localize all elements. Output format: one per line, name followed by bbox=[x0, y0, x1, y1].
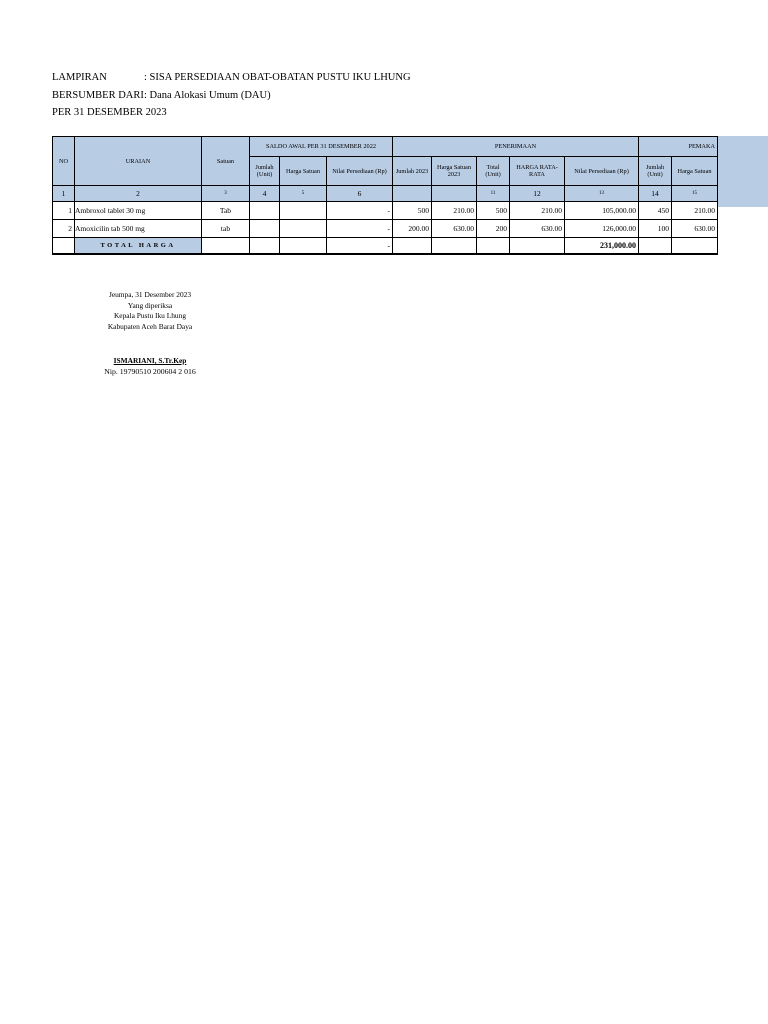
total-blank bbox=[250, 238, 280, 255]
row-uraian: Amoxicilin tab 500 mg bbox=[75, 220, 202, 238]
signature-line-3: Kabupaten Aceh Barat Daya bbox=[107, 321, 193, 331]
total-row bbox=[53, 238, 718, 255]
col-number: 6 bbox=[327, 186, 393, 202]
document-header bbox=[52, 69, 411, 122]
cut-off-header-fill bbox=[717, 136, 768, 207]
lampiran-value: : SISA PERSEDIAAN OBAT-OBATAN PUSTU IKU LHUNG bbox=[144, 72, 411, 83]
row-p-nilai: 126,000.00 bbox=[565, 220, 639, 238]
col-number bbox=[393, 186, 432, 202]
total-blank bbox=[53, 238, 75, 255]
total-blank bbox=[639, 238, 672, 255]
row-p-total: 200 bbox=[477, 220, 510, 238]
row-p-harga: 630.00 bbox=[432, 220, 477, 238]
period-text: PER 31 DESEMBER 2023 bbox=[52, 107, 167, 118]
row-no: 1 bbox=[53, 202, 75, 220]
total-blank bbox=[280, 238, 327, 255]
signature-line-2: Kepala Pustu Iku Lhung bbox=[113, 311, 187, 320]
total-p-nilai: 231,000.00 bbox=[565, 238, 639, 255]
column-number-row bbox=[53, 186, 718, 202]
header-row-1 bbox=[53, 137, 718, 157]
table-row bbox=[53, 202, 718, 220]
row-sa-harga bbox=[280, 202, 327, 220]
k-harga-header: Harga Satuan bbox=[672, 157, 718, 186]
col-uraian-header: URAIAN bbox=[75, 137, 202, 186]
row-sa-jumlah bbox=[250, 202, 280, 220]
total-blank bbox=[672, 238, 718, 255]
col-number bbox=[432, 186, 477, 202]
p-jumlah-header: Jumlah 2023 bbox=[393, 157, 432, 186]
row-uraian: Ambroxol tablet 30 mg bbox=[75, 202, 202, 220]
row-sa-harga bbox=[280, 220, 327, 238]
signature-gap bbox=[92, 332, 208, 356]
row-p-total: 500 bbox=[477, 202, 510, 220]
total-blank bbox=[202, 238, 250, 255]
saldo-awal-header: SALDO AWAL PER 31 DESEMBER 2022 bbox=[250, 137, 393, 157]
col-number: 4 bbox=[250, 186, 280, 202]
row-k-jumlah: 100 bbox=[639, 220, 672, 238]
col-number: 1 bbox=[53, 186, 75, 202]
inventory-table bbox=[52, 136, 718, 255]
row-p-nilai: 105,000.00 bbox=[565, 202, 639, 220]
p-nilai-header: Nilai Persediaan (Rp) bbox=[565, 157, 639, 186]
sa-harga-header: Harga Satuan bbox=[280, 157, 327, 186]
col-number: 14 bbox=[639, 186, 672, 202]
sa-jumlah-header: Jumlah (Unit) bbox=[250, 157, 280, 186]
row-sa-nilai: - bbox=[327, 220, 393, 238]
pemakaian-header: PEMAKA bbox=[639, 137, 718, 157]
row-satuan: Tab bbox=[202, 202, 250, 220]
col-number: 3 bbox=[202, 186, 250, 202]
table-row bbox=[53, 220, 718, 238]
row-p-rata: 210.00 bbox=[510, 202, 565, 220]
sa-nilai-header: Nilai Persediaan (Rp) bbox=[327, 157, 393, 186]
sumber-row bbox=[52, 87, 411, 105]
sumber-label: BERSUMBER DARI bbox=[52, 89, 144, 101]
col-number: 12 bbox=[510, 186, 565, 202]
total-blank bbox=[510, 238, 565, 255]
total-blank bbox=[393, 238, 432, 255]
row-p-harga: 210.00 bbox=[432, 202, 477, 220]
row-p-rata: 630.00 bbox=[510, 220, 565, 238]
row-k-harga: 210.00 bbox=[672, 202, 718, 220]
row-sa-jumlah bbox=[250, 220, 280, 238]
total-blank bbox=[477, 238, 510, 255]
k-jumlah-header: Jumlah (Unit) bbox=[639, 157, 672, 186]
signatory-name: ISMARIANI, S.Tr.Kep bbox=[113, 356, 187, 365]
signature-block bbox=[92, 290, 208, 377]
row-p-jumlah: 500 bbox=[393, 202, 432, 220]
p-total-header: Total (Unit) bbox=[477, 157, 510, 186]
sumber-value: : Dana Alokasi Umum (DAU) bbox=[144, 89, 271, 101]
row-k-harga: 630.00 bbox=[672, 220, 718, 238]
col-number: 5 bbox=[280, 186, 327, 202]
signature-line-1: Yang diperiksa bbox=[127, 300, 173, 310]
row-satuan: tab bbox=[202, 220, 250, 238]
p-rata-header: HARGA RATA-RATA bbox=[510, 157, 565, 186]
total-label: TOTAL HARGA bbox=[75, 238, 202, 255]
signature-place-date: Jeumpa, 31 Desember 2023 bbox=[108, 290, 192, 299]
total-sa-nilai: - bbox=[327, 238, 393, 255]
col-number: 11 bbox=[477, 186, 510, 202]
lampiran-row bbox=[52, 69, 411, 87]
signatory-nip: Nip. 19790510 200604 2 016 bbox=[104, 366, 196, 376]
col-number: 13 bbox=[565, 186, 639, 202]
row-no: 2 bbox=[53, 220, 75, 238]
col-no-header: NO bbox=[53, 137, 75, 186]
p-harga-header: Harga Satuan 2023 bbox=[432, 157, 477, 186]
row-p-jumlah: 200.00 bbox=[393, 220, 432, 238]
row-sa-nilai: - bbox=[327, 202, 393, 220]
total-blank bbox=[432, 238, 477, 255]
row-k-jumlah: 450 bbox=[639, 202, 672, 220]
col-satuan-header: Satuan bbox=[202, 137, 250, 186]
col-number: 15 bbox=[672, 186, 718, 202]
penerimaan-header: PENERIMAAN bbox=[393, 137, 639, 157]
lampiran-label: LAMPIRAN bbox=[52, 72, 107, 83]
period-row bbox=[52, 104, 411, 122]
col-number: 2 bbox=[75, 186, 202, 202]
